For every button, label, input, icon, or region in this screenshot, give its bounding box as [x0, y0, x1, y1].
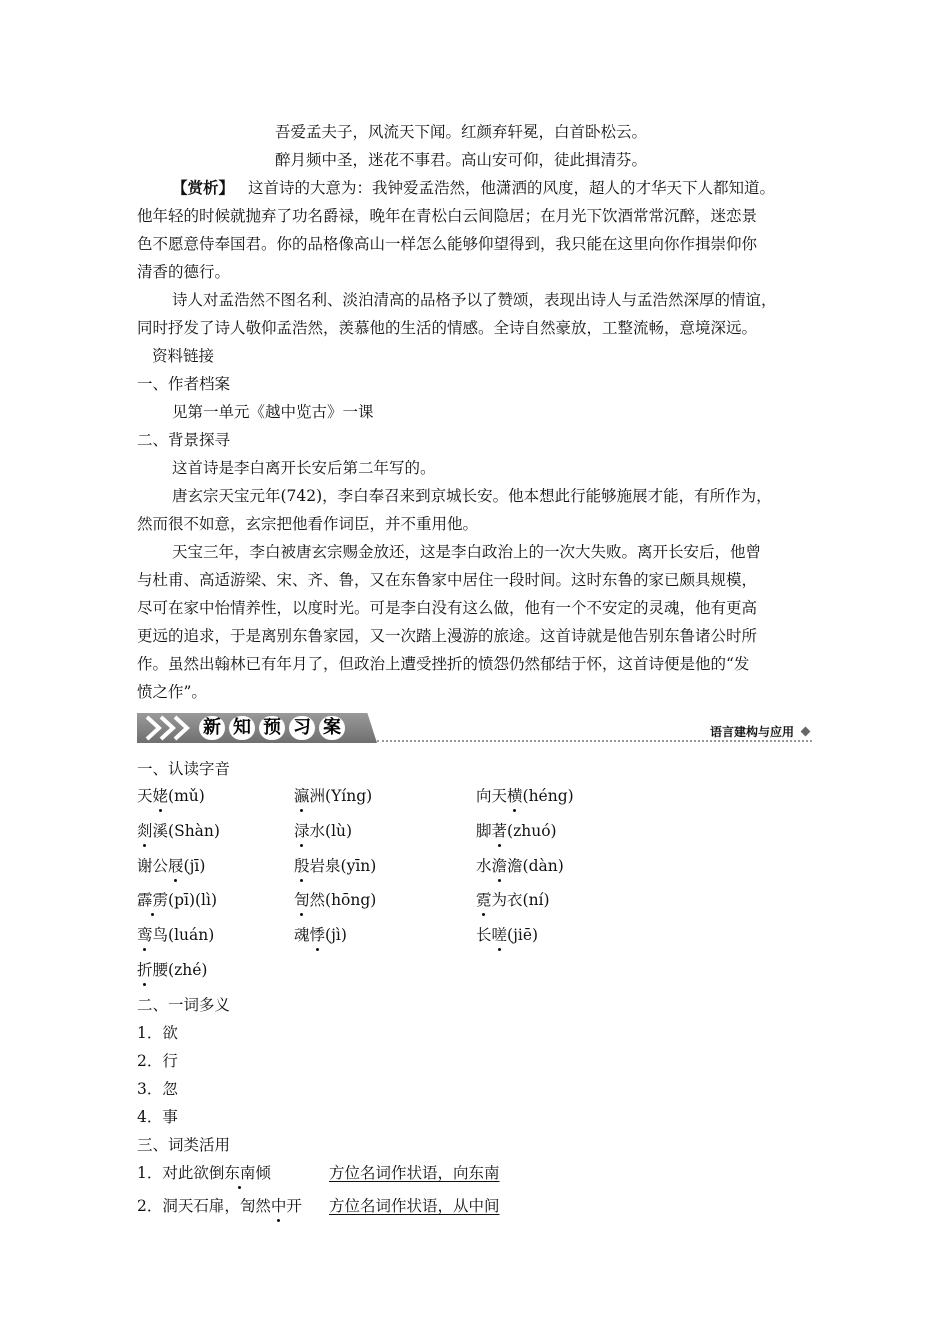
- appreciation-label: 【赏析】: [172, 178, 235, 197]
- pron-entry: [137, 925, 214, 945]
- word-part: 澹: [507, 857, 523, 875]
- pron-entry: [137, 890, 217, 910]
- pinyin: (luán): [168, 926, 215, 944]
- target-char: 瀛: [294, 787, 310, 805]
- target-char: 剡: [137, 822, 153, 840]
- appreciation-line: 清香的德行。: [137, 263, 231, 281]
- target-char: 澹: [491, 857, 508, 875]
- section-title-background: 二、背景探寻: [137, 431, 231, 449]
- pinyin: (pī)(lì): [168, 891, 217, 909]
- appreciation-line: 他年轻的时候就抛弃了功名爵禄，晚年在青松白云间隐居；在月光下饮酒常常沉醉，迷恋景: [137, 207, 758, 225]
- target-char: 横: [507, 787, 523, 805]
- links-heading: 资料链接: [152, 347, 215, 365]
- appreciation-paragraph-2: 诗人对孟浩然不图名利、淡泊清高的品格予以了赞颂，表现出诗人与孟浩然深厚的情谊，: [172, 291, 777, 309]
- background-line: 愤之作”。: [137, 683, 207, 701]
- pinyin: (lù): [325, 822, 353, 840]
- banner-char: 案: [319, 716, 345, 740]
- target-char: 屐: [168, 857, 184, 875]
- pron-entry: [137, 786, 205, 806]
- target-char: 霓: [476, 891, 492, 909]
- pinyin: (dàn): [522, 857, 564, 875]
- pron-entry: [137, 960, 207, 980]
- banner-dotted-line: [377, 740, 812, 742]
- background-paragraph-1: 这首诗是李白离开长安后第二年写的。: [172, 459, 436, 477]
- word-part: 水: [476, 857, 492, 875]
- pron-entry: [476, 890, 550, 910]
- banner-char: 习: [289, 716, 315, 740]
- pron-title: 一、认读字音: [137, 760, 231, 778]
- pron-entry: [294, 786, 372, 806]
- polysemy-item: 1．欲: [137, 1024, 178, 1042]
- pron-entry: [476, 925, 538, 945]
- banner-right-label: 语言建构与应用: [709, 725, 794, 739]
- background-paragraph-3: 天宝三年，李白被唐玄宗赐金放还，这是李白政治上的一次大失败。离开长安后，他曾: [172, 543, 762, 561]
- appreciation-text: 这首诗的大意为：我钟爱孟浩然，他潇洒的风度，超人的才华天下人都知道。: [248, 179, 776, 197]
- wordclass-answer: 方位名词作状语，从中间: [329, 1197, 500, 1215]
- target-char: 渌: [294, 822, 310, 840]
- target-char: 悸: [309, 926, 326, 944]
- background-paragraph-2: 唐玄宗天宝元年(742)，李白奉召来到京城长安。他本想此行能够施展才能，有所作为，: [172, 487, 772, 505]
- target-char: 著: [491, 822, 508, 840]
- pinyin: (zhuó): [507, 822, 557, 840]
- author-text: 见第一单元《越中览古》一课: [172, 403, 374, 421]
- pinyin: (hōng): [325, 891, 377, 909]
- pinyin: (yīn): [340, 857, 377, 875]
- appreciation-line: 同时抒发了诗人敬仰孟浩然，羡慕他的生活的情感。全诗自然豪放，工整流畅，意境深远。: [137, 319, 758, 337]
- banner-char: 预: [259, 716, 285, 740]
- target-char: 姥: [152, 787, 169, 805]
- banner-char: 新: [199, 716, 225, 740]
- background-line: 更远的追求，于是离别东鲁家园，又一次踏上漫游的旅途。这首诗就是他告别东鲁诸公时所: [137, 627, 758, 645]
- item-number: 2．: [137, 1197, 163, 1215]
- pinyin: (jī): [183, 857, 206, 875]
- pron-entry: [476, 821, 557, 841]
- word-part: 向天: [476, 787, 508, 805]
- appreciation-paragraph-1: [172, 178, 775, 198]
- wordclass-item: [137, 1196, 302, 1216]
- item-text: 洞天石扉，訇然: [162, 1197, 271, 1215]
- pron-entry: [294, 890, 376, 910]
- target-char: 霹雳: [137, 891, 169, 909]
- target-char: 殷: [294, 857, 310, 875]
- pron-entry: [476, 786, 574, 806]
- emphasis-word: 中: [270, 1197, 287, 1215]
- pron-entry: [476, 856, 564, 876]
- word-part: 溪: [152, 822, 169, 840]
- pinyin: (jiē): [507, 926, 539, 944]
- pron-entry: [137, 821, 220, 841]
- pron-entry: [294, 821, 352, 841]
- poem-line-2: 醉月频中圣，迷花不事君。高山安可仰，徒此揖清芬。: [275, 151, 648, 169]
- word-part: 水: [309, 822, 326, 840]
- wordclass-item: [137, 1163, 271, 1183]
- wordclass-title: 三、词类活用: [137, 1136, 231, 1154]
- background-line: 尽可在家中怡情养性，以度时光。可是李白没有这么做，他有一个不安定的灵魂，他有更高: [137, 599, 758, 617]
- pinyin: (jì): [325, 926, 347, 944]
- item-number: 1．: [137, 1164, 163, 1182]
- pinyin: (héng): [522, 787, 574, 805]
- word-part: 鸟: [152, 926, 169, 944]
- word-part: 脚: [476, 822, 492, 840]
- background-line: 与杜甫、高适游梁、宋、齐、鲁，又在东鲁家中居住一段时间。这时东鲁的家已颇具规模，: [137, 571, 758, 589]
- polysemy-title: 二、一词多义: [137, 996, 231, 1014]
- word-part: 为衣: [491, 891, 523, 909]
- pinyin: (zhé): [168, 961, 208, 979]
- item-text: 倾: [255, 1164, 271, 1182]
- word-part: 洲: [309, 787, 326, 805]
- word-part: 谢公: [137, 857, 169, 875]
- section-banner: [137, 713, 812, 743]
- word-part: 长: [476, 926, 492, 944]
- word-part: 岩泉: [309, 857, 341, 875]
- word-part: 魂: [294, 926, 310, 944]
- target-char: 折: [137, 961, 153, 979]
- item-text: 对此欲倒: [162, 1164, 225, 1182]
- pron-entry: [294, 925, 347, 945]
- section-title-author: 一、作者档案: [137, 375, 231, 393]
- emphasis-word: 东南: [224, 1164, 256, 1182]
- diamond-icon: [801, 727, 811, 737]
- banner-title: [199, 716, 345, 740]
- background-line: 然而很不如意，玄宗把他看作词臣，并不重用他。: [137, 515, 479, 533]
- pinyin: (Shàn): [168, 822, 220, 840]
- banner-char: 知: [229, 716, 255, 740]
- polysemy-item: 3．忽: [137, 1080, 178, 1098]
- pinyin: (ní): [522, 891, 550, 909]
- word-part: 腰: [152, 961, 169, 979]
- appreciation-line: 色不愿意侍奉国君。你的品格像高山一样怎么能够仰望得到，我只能在这里向你作揖崇仰你: [137, 235, 758, 253]
- target-char: 鸾: [137, 926, 153, 944]
- pinyin: (Yíng): [325, 787, 373, 805]
- polysemy-item: 4．事: [137, 1108, 178, 1126]
- pinyin: (mǔ): [168, 787, 205, 805]
- word-part: 然: [309, 891, 326, 909]
- poem-line-1: 吾爱孟夫子，风流天下闻。红颜弃轩冕，白首卧松云。: [275, 123, 648, 141]
- chevron-arrows-icon: [143, 715, 195, 741]
- target-char: 訇: [294, 891, 310, 909]
- item-text: 开: [286, 1197, 302, 1215]
- pron-entry: [137, 856, 205, 876]
- polysemy-item: 2．行: [137, 1052, 178, 1070]
- background-line: 作。虽然出翰林已有年月了，但政治上遭受挫折的愤怨仍然郁结于怀，这首诗便是他的“发: [137, 655, 750, 673]
- word-part: 天: [137, 787, 153, 805]
- pron-entry: [294, 856, 376, 876]
- wordclass-answer: 方位名词作状语，向东南: [329, 1164, 500, 1182]
- target-char: 嗟: [491, 926, 508, 944]
